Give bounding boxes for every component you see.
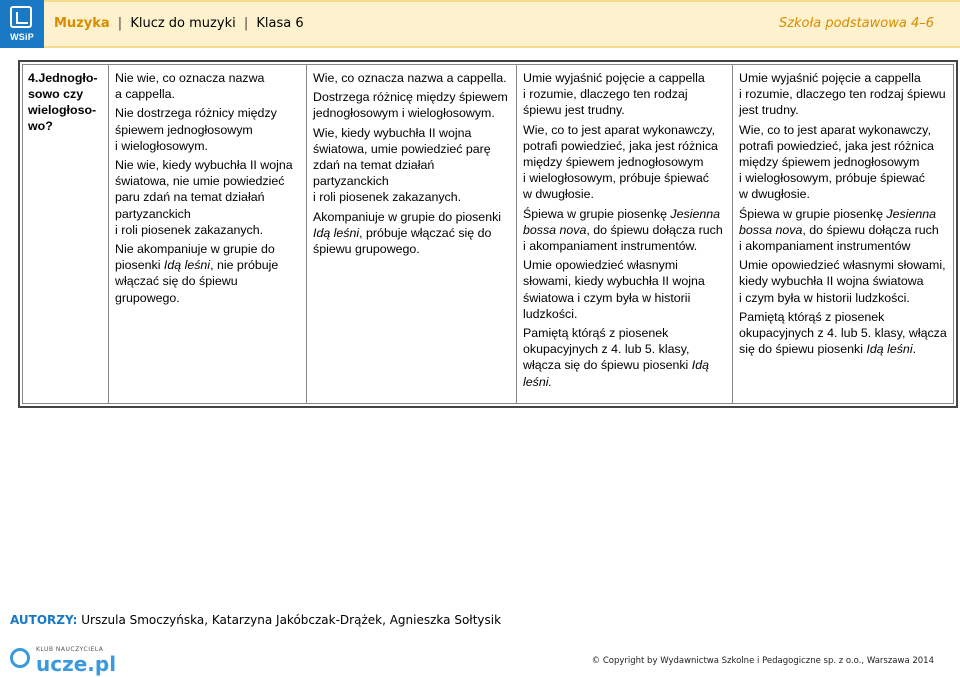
requirement-paragraph: Umie opowiedzieć własnymi słowami, kiedy wybuchła II wojna światowa i czym była w historii ludzkości. (739, 258, 946, 305)
requirement-paragraph: Umie wyjaśnić pojęcie a cappella i rozumie, dlaczego ten rodzaj śpiewu jest trudny. (739, 71, 946, 118)
requirement-paragraph: Śpiewa w grupie piosenkę Jesienna bossa nova, do śpiewu dołącza ruch i akompaniament instrumentów. (523, 206, 723, 254)
requirement-cell-grade-4 (517, 65, 733, 403)
topic-cell (23, 65, 109, 403)
header-breadcrumb (54, 16, 304, 31)
header-separator: | (243, 16, 249, 31)
ucze-logo-subtitle: KLUB NAUCZYCIELA (36, 646, 104, 653)
requirement-paragraph: Pamiętą którąś z piosenek okupacyjnych z 4. lub 5. klasy, włącza się do śpiewu piosenki Idą leśni. (739, 309, 947, 357)
song-title: Jesienna (886, 206, 937, 221)
requirement-paragraph: Pamiętą którąś z piosenek okupacyjnych z 4. lub 5. klasy, włącza się do śpiewu piosenki Idą leśni. (523, 326, 709, 389)
topic-line: 4.Jednogło- (28, 71, 98, 85)
requirement-cell-grade-2 (109, 65, 307, 403)
song-title: bossa nova (523, 222, 587, 237)
book-title: Klucz do muzyki (130, 16, 236, 31)
wsip-logo-icon (10, 6, 32, 28)
topic-line: sowo czy (28, 87, 84, 101)
requirement-paragraph: Dostrzega różnicę między śpiewem jednogłosowym i wielogłosowym. (313, 90, 508, 121)
authors-line (10, 613, 501, 627)
ucze-logo-icon (10, 648, 30, 668)
song-title: Idą leśni (163, 258, 211, 273)
requirements-table (18, 60, 958, 408)
header-separator: | (117, 16, 123, 31)
requirement-paragraph: Śpiewa w grupie piosenkę Jesienna bossa nova, do śpiewu dołącza ruch i akompaniament instrumentów (739, 206, 939, 254)
table-row (22, 64, 954, 404)
requirement-paragraph: Akompaniuje w grupie do piosenki Idą leśni, próbuje włączać się do śpiewu grupowego. (313, 209, 502, 257)
topic-line: wielogłoso- (28, 103, 97, 117)
song-title: bossa nova (739, 222, 803, 237)
song-title: Idą leśni (313, 225, 360, 240)
song-title: leśni. (523, 374, 552, 389)
song-title: Idą (691, 358, 709, 373)
authors-label: AUTORZY: (10, 613, 78, 627)
wsip-logo-text: WSiP (10, 32, 34, 42)
requirement-cell-grade-3 (307, 65, 517, 403)
grade-label: Klasa 6 (256, 16, 304, 31)
requirement-paragraph: Nie dostrzega różnicy między śpiewem jednogłosowym i wielogłosowym. (115, 106, 277, 153)
requirement-paragraph: Umie wyjaśnić pojęcie a cappella i rozumie, dlaczego ten rodzaj śpiewu jest trudny. (523, 71, 705, 118)
subject-label: Muzyka (54, 16, 110, 31)
requirement-cell-grade-5 (733, 65, 957, 403)
requirement-paragraph: Wie, co to jest aparat wykonawczy, potrafi powiedzieć, jaka jest różnica między śpiewem jednogłosowym i wielogłosowym, próbuje śpiewać w dwugłosie. (739, 122, 934, 202)
copyright-notice: © Copyright by Wydawnictwa Szkolne i Pedagogiczne sp. z o.o., Warszawa 2014 (591, 656, 934, 666)
authors-names: Urszula Smoczyńska, Katarzyna Jakóbczak-Drążek, Agnieszka Sołtysik (77, 613, 502, 627)
requirement-paragraph: Wie, co to jest aparat wykonawczy, potrafi powiedzieć, jaka jest różnica między śpiewem jednogłosowym i wielogłosowym, próbuje śpiewać w dwugłosie. (523, 122, 718, 202)
header-bar (44, 0, 960, 48)
topic-line: wo? (28, 119, 53, 133)
requirement-paragraph: Wie, co oznacza nazwa a cappella. (313, 71, 507, 85)
school-level: Szkoła podstawowa 4–6 (778, 16, 934, 31)
song-title: Jesienna (670, 206, 721, 221)
wsip-logo (0, 0, 44, 48)
requirement-paragraph: Nie akompaniuje w grupie do piosenki Idą leśni, nie próbuje włączać się do śpiewu grupowego. (115, 242, 279, 305)
song-title: Idą leśni (866, 342, 913, 357)
ucze-logo-wordmark: ucze.pl (36, 652, 117, 676)
requirement-paragraph: Nie wie, kiedy wybuchła II wojna światowa, nie umie powiedzieć paru zdań na temat działań partyzanckich i roli piosenek zakazanych. (115, 158, 293, 237)
requirement-paragraph: Wie, kiedy wybuchła II wojna światowa, umie powiedzieć parę zdań na temat działań partyzanckich i roli piosenek zakazanych. (313, 125, 491, 205)
requirement-paragraph: Nie wie, co oznacza nazwa a cappella. (115, 71, 265, 102)
requirement-paragraph: Umie opowiedzieć własnymi słowami, kiedy wybuchła II wojna światowa i czym była w historii ludzkości. (523, 258, 705, 321)
